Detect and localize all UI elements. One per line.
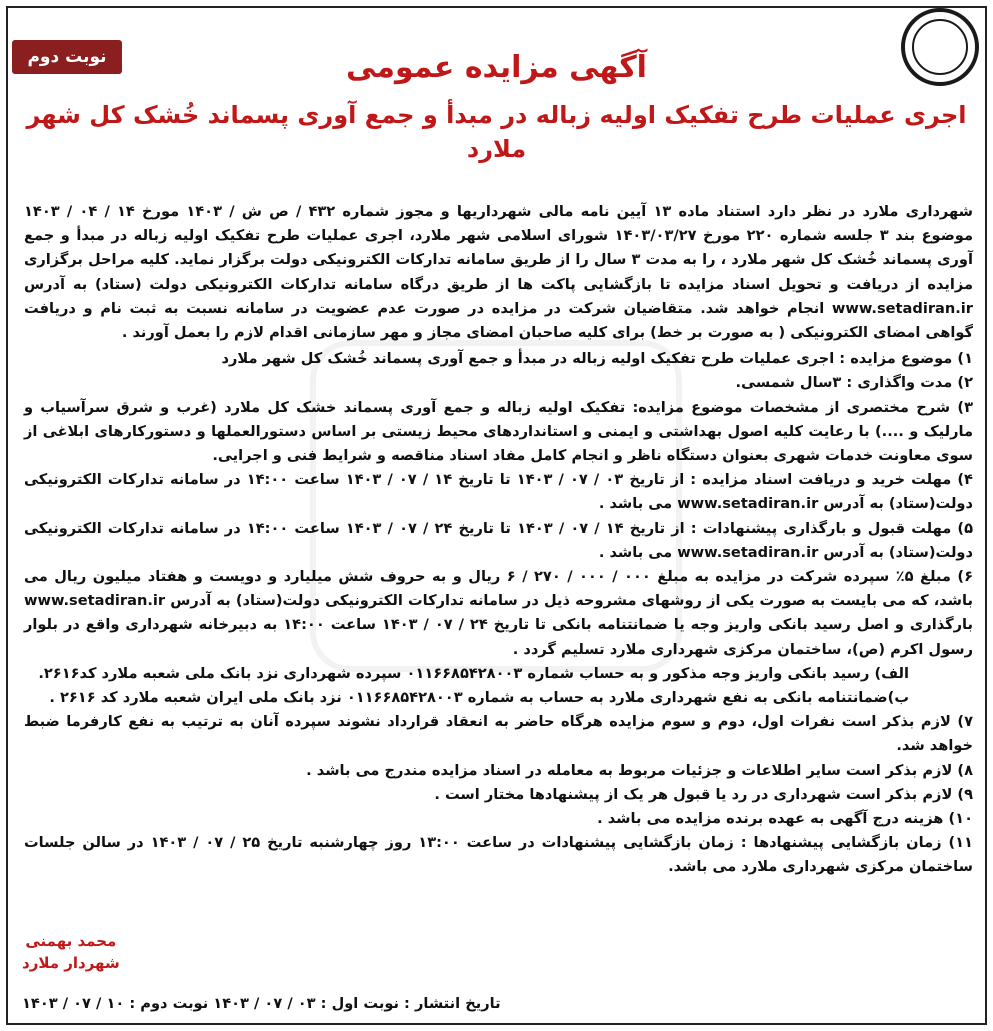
deposit-method-item: ب)ضمانتنامه بانکی به نفع شهرداری ملارد به حساب به شماره ۰۱۱۶۶۸۵۴۲۸۰۰۳ نزد بانک ملی ایران شعبه ملارد کد ۲۶۱۶ . bbox=[49, 689, 909, 707]
condition-item: ۱) موضوع مزایده : اجری عملیات طرح تفکیک اولیه زباله در مبدأ و جمع آوری پسماند خُشک کل شهر ملارد bbox=[221, 350, 973, 368]
condition-item: ۱۱) زمان بازگشایی پیشنهادها : زمان بازگشایی پیشنهادات در ساعت ۱۳:۰۰ روز چهارشنبه تاریخ ۲۵ / ۰۷ / ۱۴۰۳ در سالن جلسات ساختمان مرکزی شهرداری ملارد می باشد. bbox=[24, 834, 973, 876]
municipality-emblem-icon bbox=[901, 8, 979, 86]
emblem-center bbox=[912, 19, 968, 75]
condition-item: ۵) مهلت قبول و بارگذاری پیشنهادات : از تاریخ ۱۴ / ۰۷ / ۱۴۰۳ تا تاریخ ۲۴ / ۰۷ / ۱۴۰۳ ساعت ۱۴:۰۰ در سامانه تدارکات الکترونیکی دولت(ستاد) به آدرس www.setadiran.ir می باشد . bbox=[24, 519, 974, 561]
condition-item: ۳) شرح مختصری از مشخصات موضوع مزایده: تفکیک اولیه زباله و جمع آوری پسماند خشک کل ملارد (غرب و شرق سرآسیاب و مارلیک و ....) با رعایت کلیه اصول بهداشتی و ایمنی و استانداردهای محیط زیستی بر اساس دستورالعملها و دستورکارهای ابلاغی از سوی معاونت خدمات شهری بعنوان دستگاه ناظر و انجام کامل مفاد اسناد مناقصه و شرایط فنی و اجرایی. bbox=[24, 398, 973, 465]
signatory-role: شهردار ملارد bbox=[22, 954, 120, 972]
condition-item: ۶) مبلغ ۵٪ سپرده شرکت در مزایده به مبلغ ۰۰۰ / ۰۰۰ / ۲۷۰ / ۶ ریال و به حروف شش میلیارد و دویست و هفتاد میلیون ریال می باشد، که می بایست به صورت یکی از روشهای مشروحه ذیل در سامانه تدارکات الکترونیکی دولت(ستاد) به آدرس www.setadiran.ir بارگذاری و اصل رسید بانکی واریز وجه یا ضمانتنامه بانکی تا تاریخ ۲۴ / ۰۷ / ۱۴۰۳ ساعت ۱۴:۰۰ به دبیرخانه شهرداری واقع در بلوار رسول اکرم (ص)، ساختمان مرکزی شهرداری ملارد تسلیم گردد . bbox=[24, 568, 973, 658]
condition-item: ۱۰) هزینه درج آگهی به عهده برنده مزایده می باشد . bbox=[597, 810, 973, 828]
page-title: آگهی مزایده عمومی bbox=[346, 50, 647, 85]
publication-dates: تاریخ انتشار : نوبت اول : ۰۳ / ۰۷ / ۱۴۰۳ نوبت دوم : ۱۰ / ۰۷ / ۱۴۰۳ bbox=[22, 995, 501, 1012]
intro-paragraph: شهرداری ملارد در نظر دارد استناد ماده ۱۳ آیین نامه مالی شهرداریها و مجوز شماره ۴۳۲ / ص ش / ۱۴۰۳ مورخ ۱۴ / ۰۴ / ۱۴۰۳ موضوع بند ۳ جلسه شماره ۲۲۰ مورخ ۱۴۰۳/۰۳/۲۷ شورای اسلامی شهر ملارد، اجری عملیات طرح تفکیک اولیه زباله در مبدأ و جمع آوری پسماند خُشک کل شهر ملارد ، را به مدت ۳ سال را از طریق سامانه تدارکات الکترونیکی دولت برگزار نماید. کلیه مراحل برگزاری مزایده از دریافت و تحویل اسناد مزایده تا بازگشایی پاکت ها از طریق درگاه سامانه تدارکات الکترونیکی دولت (ستاد) به آدرس www.setadiran.ir انجام خواهد شد. متقاضیان شرکت در مزایده در صورت عدم عضویت در سامانه نسبت به ثبت نام و دریافت گواهی امضای الکترونیکی ( به صورت بر خط) برای کلیه صاحبان امضای مجاز و مهر سازمانی اقدام لازم را بعمل آورند . bbox=[24, 203, 973, 342]
conditions-list bbox=[24, 347, 973, 879]
signatory-name: محمد بهمنی bbox=[25, 932, 117, 950]
condition-item: ۴) مهلت خرید و دریافت اسناد مزایده : از تاریخ ۰۳ / ۰۷ / ۱۴۰۳ تا تاریخ ۱۴ / ۰۷ / ۱۴۰۳ ساعت ۱۴:۰۰ در سامانه تدارکات الکترونیکی دولت(ستاد) به آدرس www.setadiran.ir می باشد . bbox=[24, 471, 973, 513]
page-subtitle: اجری عملیات طرح تفکیک اولیه زباله در مبدأ و جمع آوری پسماند خُشک کل شهر ملارد bbox=[26, 101, 967, 163]
notice-body bbox=[10, 200, 983, 880]
condition-item: ۲) مدت واگذاری : ۳سال شمسی. bbox=[735, 374, 973, 392]
condition-item: ۹) لازم بذکر است شهرداری در رد یا قبول هر یک از پیشنهادها مختار است . bbox=[434, 785, 973, 803]
condition-item: ۷) لازم بذکر است نفرات اول، دوم و سوم مزایده هرگاه حاضر به انعقاد قرارداد نشوند سپرده آنان به ترتیب به نفع کارفرما ضبط خواهد شد. bbox=[24, 713, 973, 755]
deposit-method-item: الف) رسید بانکی واریز وجه مذکور و به حساب شماره ۰۱۱۶۶۸۵۴۲۸۰۰۳ سپرده شهرداری نزد بانک ملی شعبه ملارد کد۲۶۱۶. bbox=[38, 664, 909, 682]
notice-round-badge: نوبت دوم bbox=[12, 40, 122, 74]
signature-block bbox=[22, 930, 120, 974]
condition-item: ۸) لازم بذکر است سایر اطلاعات و جزئیات مربوط به معامله در اسناد مزایده مندرج می باشد . bbox=[306, 761, 973, 779]
